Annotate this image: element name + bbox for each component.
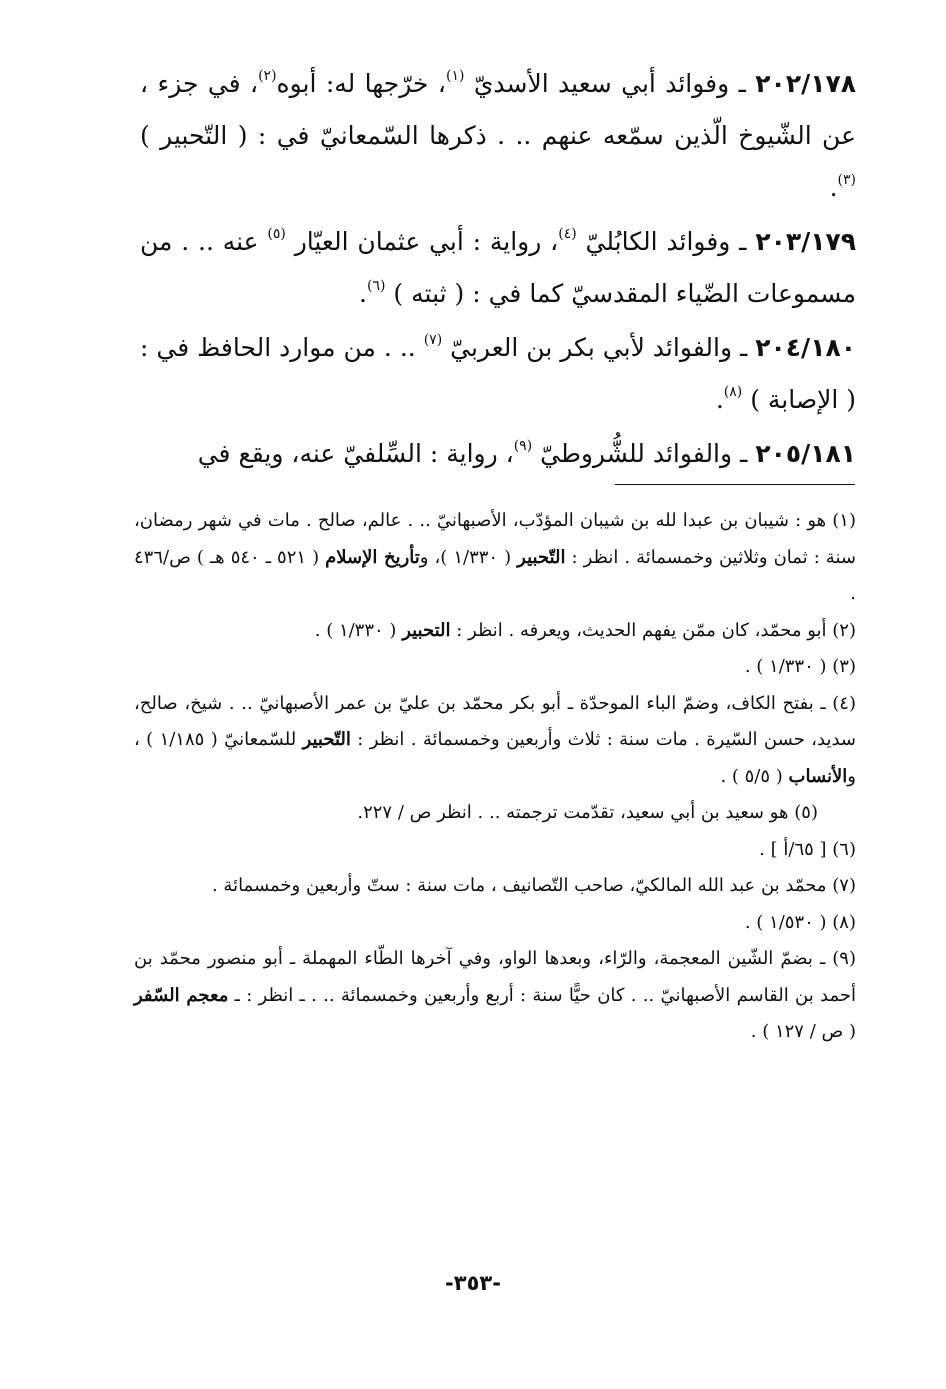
footnote-ref[interactable]: (٧) — [423, 332, 443, 348]
entry-number: ٢٠٣/١٧٩ — [755, 227, 857, 256]
footnote-text: ـ بضمّ الشّين المعجمة، والرّاء، وبعدها الواو، وفي آخرها الطّاء المهملة ـ أبو منصور محمّد بن أحمد بن القاسم الأصبهانيّ .. . كان حيًّا سنة : أربع وأربعين وخمسمائة .. . ـ انظر : ـ — [134, 948, 856, 1006]
footnote-text: ( ١/٥٣٠ ) . — [744, 911, 827, 933]
footnote-ref[interactable]: (٦) — [367, 278, 386, 294]
footnote-ref[interactable]: (٤) — [558, 226, 577, 242]
footnote-text: هو سعيد بن أبي سعيد، تقدّمت ترجمته .. . انظر ص / ٢٢٧. — [357, 802, 789, 823]
footnote-number: (٦) — [832, 838, 856, 860]
footnote-number: (٢) — [832, 619, 856, 641]
footnote-7 — [134, 868, 856, 905]
footnote-ref[interactable]: (٥) — [267, 226, 286, 242]
footnote-text: ( ١/٣٣٠ )، و — [419, 546, 512, 568]
entry-203 — [140, 216, 856, 320]
footnote-text: هو : شيبان بن عبدا لله بن شيبان المؤدّب، الأصبهانيّ .. . عالم، صالح . مات في شهر رمضان، سنة : ثمان وثلاثين وخمسمائة . انظر : — [134, 510, 856, 568]
footnote-ref[interactable]: (١) — [445, 68, 465, 84]
footnote-5 — [134, 795, 856, 832]
entry-end: . — [359, 279, 367, 308]
entry-text: ، في جزء ، عن الشّيوخ الّذين سمّعه عنهم .. . ذكرها السّمعانيّ في : ( التّحبير ) — [140, 69, 856, 150]
book-title: التّحبير — [302, 729, 351, 750]
footnote-1 — [134, 503, 856, 613]
entry-end: . — [829, 173, 838, 202]
entry-text: .. . من موارد الحافظ في : ( الإصابة ) — [140, 333, 856, 414]
footnote-text: أبو محمّد، كان ممّن يفهم الحديث، ويعرفه . انظر : — [456, 619, 827, 641]
footnote-number: (١) — [832, 510, 856, 531]
entry-text: ، رواية : السِّلفيّ عنه، ويقع في — [197, 439, 514, 468]
entry-202 — [140, 58, 856, 214]
footnote-4 — [134, 686, 856, 796]
footnote-3 — [134, 649, 856, 686]
footnote-number: (٩) — [832, 948, 856, 969]
footnote-number: (٤) — [832, 692, 856, 714]
footnote-2 — [134, 613, 856, 650]
footnote-ref[interactable]: (٨) — [723, 384, 743, 400]
footnote-number: (٧) — [832, 875, 856, 896]
entry-number: ٢٠٢/١٧٨ — [755, 69, 856, 98]
footnote-text: ( ص / ١٢٧ ) . — [750, 1021, 856, 1042]
footnote-number: (٣) — [832, 656, 856, 677]
footnote-text: ( ٥/٥ ) . — [720, 765, 783, 787]
entry-number: ٢٠٥/١٨١ — [755, 439, 856, 468]
footnote-number: (٥) — [794, 802, 818, 823]
footnote-text: للسّمعانيّ ( ١/١٨٥ ) ، و — [134, 729, 856, 787]
page-number: -٣٥٣- — [445, 1271, 501, 1295]
entry-number: ٢٠٤/١٨٠ — [755, 333, 856, 362]
footnote-number: (٨) — [832, 911, 856, 933]
footnote-ref[interactable]: (٢) — [258, 68, 277, 84]
entry-text: ، رواية : أبي عثمان العيّار — [294, 227, 559, 256]
footnote-text: [ ٦٥/أ ] . — [759, 838, 827, 860]
entry-text: ـ وفوائد أبي سعيد الأسديّ — [473, 69, 746, 98]
footnote-text: ـ بفتح الكاف، وضمّ الباء الموحدّة ـ أبو بكر محمّد بن عليّ بن عمر الأصبهانيّ .. . شيخ، صالح، سديد، حسن السّيرة . مات سنة : ثلاث وأربعين وخمسمائة . انظر : — [134, 692, 856, 750]
entry-text: ـ وفوائد الكابُليّ — [585, 227, 747, 256]
entry-text: ـ والفوائد لأبي بكر بن العربيّ — [450, 333, 748, 362]
footnote-text: محمّد بن عبد الله المالكيّ، صاحب التّصانيف ، مات سنة : ستّ وأربعين وخمسمائة . — [211, 875, 827, 896]
entry-205 — [140, 428, 856, 480]
footnote-6 — [134, 832, 856, 869]
entry-204 — [140, 322, 856, 426]
footnotes — [134, 503, 856, 1051]
footnote-9 — [134, 941, 856, 1051]
main-text — [140, 58, 856, 482]
book-title: معجم السّفر — [134, 984, 229, 1006]
book-title: الأنساب — [788, 765, 848, 787]
entry-text: ـ والفوائد للشُّروطيّ — [540, 439, 748, 468]
footnote-separator — [615, 484, 855, 485]
entry-end: . — [715, 385, 724, 414]
footnote-ref[interactable]: (٩) — [513, 438, 533, 454]
entry-text: عنه .. . من مسموعات الضّياء المقدسيّ كما في : ( ثبته ) — [140, 227, 856, 308]
footnote-text: ( ١/٣٣٠ ) . — [314, 619, 397, 641]
footnote-ref[interactable]: (٣) — [837, 172, 856, 188]
book-title: التحبير — [402, 619, 451, 641]
book-title: تأريخ الإسلام — [325, 546, 420, 568]
entry-text: ، خرّجها له: أبوه — [276, 69, 446, 98]
book-title: التّحبير — [517, 546, 566, 568]
footnote-text: ( ١/٣٣٠ ) . — [744, 656, 827, 677]
footnote-text: ( ٥٢١ ـ ٥٤٠ هـ ) ص/٤٣٦ . — [134, 546, 856, 604]
footnote-8 — [134, 905, 856, 942]
